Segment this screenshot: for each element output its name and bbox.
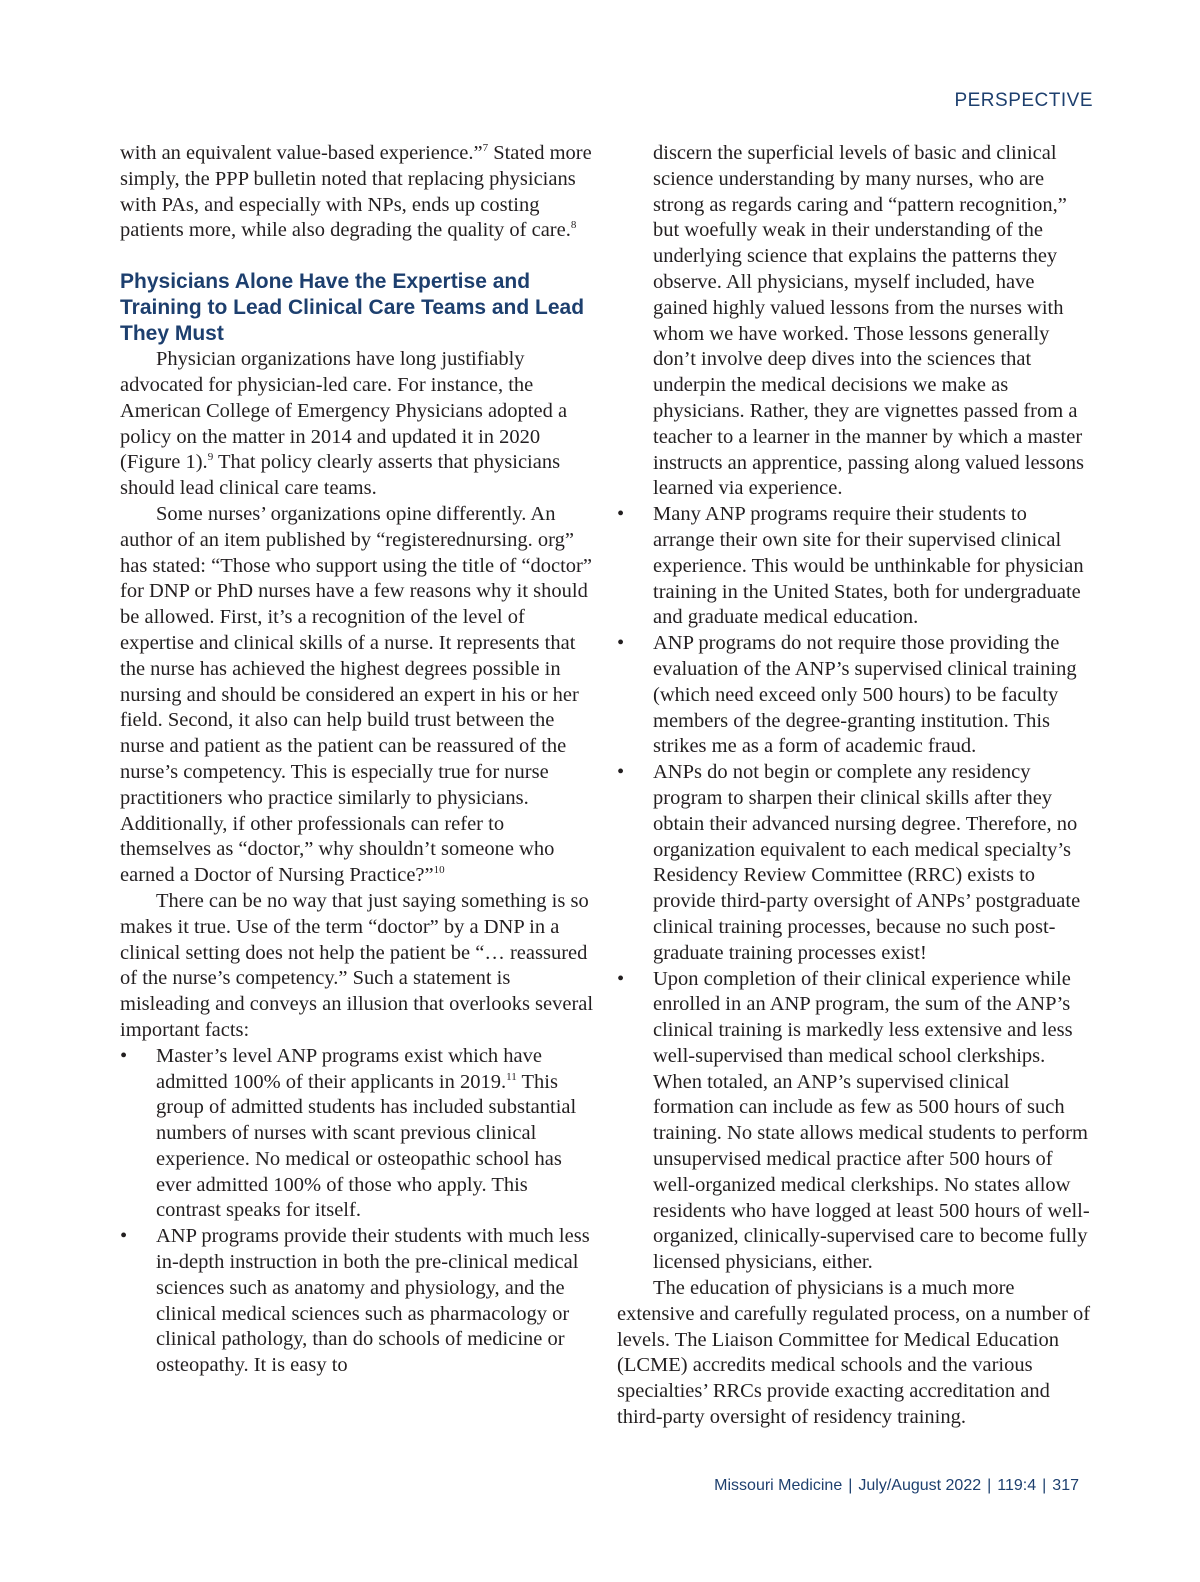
footnote-ref[interactable]: 11 xyxy=(506,1070,517,1083)
footnote-ref[interactable]: 10 xyxy=(433,864,445,877)
journal-name: Missouri Medicine xyxy=(714,1477,843,1494)
bullet-item: • Master’s level ANP programs exist which have admitted 100% of their applicants in 2019.11 This group of admitted students has included substantial numbers of nurses with scant previous clinical experience. No medical or osteopathic school has ever admitted 100% of those who apply. This contrast speaks for itself. xyxy=(120,1044,596,1225)
bullet-item: • ANP programs provide their students with much less in-depth instruction in both the pre-clinical medical sciences such as anatomy and physiology, and the clinical medical sciences such as pharmacology or clinical pathology, than do schools of medicine or osteopathy. It is easy to xyxy=(120,1224,596,1379)
paragraph: Physician organizations have long justifiably advocated for physician-led care. For instance, the American College of Emergency Physicians adopted a policy on the matter in 2014 and updated it in 2020 (Figure 1).$^9$ That policy clearly asserts that physicians should lead clinical care teams. xyxy=(120,348,568,500)
section-heading: Physicians Alone Have the Expertise and Training to Lead Clinical Care Teams and Lead They Must xyxy=(120,270,585,346)
volume-number: 119:4 xyxy=(997,1477,1037,1494)
bullet-continuation: discern the superficial levels of basic and clinical science understanding by many nurses, who are strong as regards caring and “pattern recognition,” but woefully weak in their understanding of the underlying science that explains the patterns they observe. All physicians, myself included, have gained highly valued lessons from the nurses with whom we have worked. Those lessons generally don’t involve deep dives into the sciences that underpin the medical decisions we make as physicians. Rather, they are vignettes passed from a teacher to a learner in the manner by which a master instructs an apprentice, passing along valued lessons learned via experience. xyxy=(653,142,1084,500)
footnote-ref[interactable]: 9 xyxy=(207,451,214,464)
bullet-list xyxy=(120,1044,596,1379)
paragraph: Some nurses’ organizations opine differently. An author of an item published by “registerednursing. org” has stated: “Those who support using the title of “doctor” for DNP or PhD nurses have a few reasons why it should be allowed. First, it’s a recognition of the level of expertise and clinical skills of a nurse. It represents that the nurse has achieved the highest degrees possible in nursing and should be considered an expert in his or her field. Second, it also can help build trust between the nurse and patient as the patient can be reassured of the nurse’s competency. This is especially true for nurse practitioners who practice similarly to physicians. Additionally, if other professionals can refer to themselves as “doctor,” why shouldn’t someone who earned a Doctor of Nursing Practice?”$^{10}$ xyxy=(120,502,592,887)
page-number: 317 xyxy=(1052,1477,1079,1494)
issue-date: July/August 2022 xyxy=(858,1477,982,1494)
footnote-ref[interactable]: 8 xyxy=(570,219,577,232)
bullet-item: • Many ANP programs require their students to arrange their own site for their supervised clinical experience. This would be unthinkable for physician training in the United States, both for undergraduate and graduate medical education. xyxy=(617,502,1093,631)
paragraph: with an equivalent value-based experience.”$^7$ Stated more simply, the PPP bulletin noted that replacing physicians with PAs, and especially with NPs, ends up costing patients more, while also degrading the quality of care.$^8$ xyxy=(120,142,592,242)
footer-separator: | xyxy=(1042,1477,1047,1494)
footer-separator: | xyxy=(987,1477,992,1494)
left-column xyxy=(120,141,596,1379)
paragraph: There can be no way that just saying something is so makes it true. Use of the term “doctor” by a DNP in a clinical setting does not help the patient be “… reassured of the nurse’s competency.” Such a statement is misleading and conveys an illusion that overlooks several important facts: xyxy=(120,889,594,1041)
footer-separator: | xyxy=(848,1477,853,1494)
bullet-item: • Upon completion of their clinical experience while enrolled in an ANP program, the sum of the ANP’s clinical training is markedly less extensive and less well-supervised than medical school clerkships. When totaled, an ANP’s supervised clinical formation can include as few as 500 hours of such training. No state allows medical students to perform unsupervised medical practice after 500 hours of well-organized medical clerkships. No states allow residents who have logged at least 500 hours of well-organized, clinically-supervised care to become fully licensed physicians, either. xyxy=(617,967,1093,1277)
right-column xyxy=(617,141,1093,1431)
bullet-item: • ANPs do not begin or complete any residency program to sharpen their clinical skills after they obtain their advanced nursing degree. Therefore, no organization equivalent to each medical specialty’s Residency Review Committee (RRC) exists to provide third-party oversight of ANPs’ postgraduate clinical training processes, because no such post-graduate training processes exist! xyxy=(617,760,1093,966)
paragraph: The education of physicians is a much more extensive and carefully regulated process, on a number of levels. The Liaison Committee for Medical Education (LCME) accredits medical schools and the various specialties’ RRCs provide exacting accreditation and third-party oversight of residency training. xyxy=(617,1277,1091,1429)
section-label: PERSPECTIVE xyxy=(954,90,1093,111)
bullet-item: • ANP programs do not require those providing the evaluation of the ANP’s supervised clinical training (which need exceed only 500 hours) to be faculty members of the degree-granting institution. This strikes me as a form of academic fraud. xyxy=(617,631,1093,760)
page-footer xyxy=(714,1477,1079,1495)
footnote-ref[interactable]: 7 xyxy=(482,142,489,154)
bullet-list xyxy=(617,502,1093,1276)
